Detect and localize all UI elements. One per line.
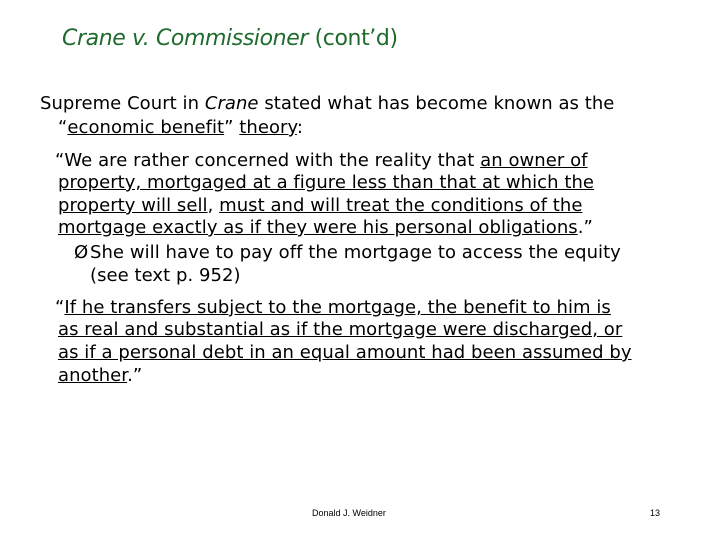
economic-benefit-term: economic benefit (67, 117, 225, 138)
arrow-bullet-icon: Ø (74, 242, 89, 263)
title-suffix: (cont’d) (308, 26, 398, 51)
slide-title (62, 26, 398, 51)
bullet-line-1: ØShe will have to pay off the mortgage to access the equity (74, 242, 621, 263)
intro-line-1: Supreme Court in Crane stated what has become known as the (40, 93, 615, 114)
bullet-line-2: (see text p. 952) (90, 265, 241, 286)
intro-line-2: “economic benefit” theory: (58, 117, 304, 138)
case-name-inline: Crane (204, 93, 259, 114)
theory-term: theory (239, 117, 297, 138)
footer-author: Donald J. Weidner (312, 508, 386, 518)
quote1-line-2: property, mortgaged at a figure less than that at which the (58, 172, 595, 193)
quote1-line-4: mortgage exactly as if they were his personal obligations.” (58, 217, 593, 238)
quote2-line-3: as if a personal debt in an equal amount had been assumed by (58, 342, 632, 363)
quote2-line-1: “If he transfers subject to the mortgage, the benefit to him is (55, 297, 611, 318)
quote2-line-4: another.” (58, 365, 143, 386)
quote1-line-1: “We are rather concerned with the reality that an owner of (55, 150, 588, 171)
page-number: 13 (650, 508, 661, 518)
quote2-line-2: as real and substantial as if the mortgage were discharged, or (58, 319, 623, 340)
quote1-line-3: property will sell, must and will treat the conditions of the (58, 195, 583, 216)
case-name: Crane v. Commissioner (62, 26, 308, 51)
